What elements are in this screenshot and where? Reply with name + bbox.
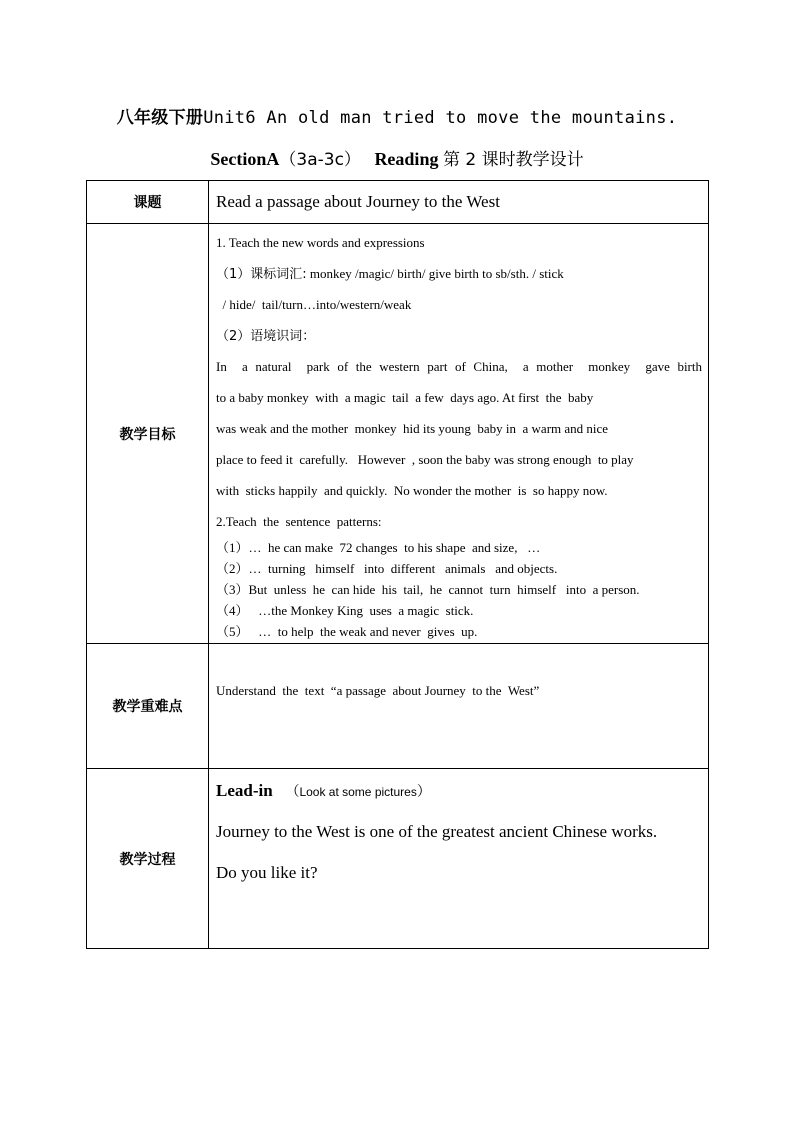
pattern-item-2: （2）… turning himself into different animals and objects. (216, 561, 558, 576)
objectives-label: 教学目标 (87, 224, 209, 644)
topic-label: 课题 (87, 181, 209, 224)
lesson-plan-table (86, 180, 709, 949)
patterns-heading: 2.Teach the sentence patterns: (216, 514, 382, 529)
context-heading (216, 320, 702, 351)
difficulty-label: 教学重难点 (87, 644, 209, 769)
vocab-line-2: / hide/ tail/turn…into/western/weak (216, 297, 412, 312)
context-paragraph-line-3: was weak and the mother monkey hid its young baby in a warm and nice (216, 421, 609, 436)
context-paragraph-line-2: to a baby monkey with a magic tail a few days ago. At first the baby (216, 390, 594, 405)
topic-row (87, 181, 709, 224)
process-cell (209, 769, 709, 949)
topic-text: Read a passage about Journey to the West (216, 192, 500, 211)
context-prefix: （2）语境识词： (216, 329, 316, 344)
lead-in-note-open: （ (285, 784, 300, 800)
lead-in-note: Look at some pictures (299, 785, 417, 799)
document-subtitle (0, 147, 794, 172)
topic-cell (209, 181, 709, 224)
document-title (0, 106, 794, 130)
pattern-item-4: （4） …the Monkey King uses a magic stick. (216, 603, 474, 618)
subtitle-reading: Reading (374, 149, 439, 169)
vocab-line-1 (216, 258, 702, 289)
context-paragraph-line-4: place to feed it carefully. However , soon the baby was strong enough to play (216, 452, 634, 467)
objectives-cell (209, 224, 709, 644)
difficulty-cell (209, 644, 709, 769)
difficulty-row (87, 644, 709, 769)
process-line-3: Do you like it? (216, 863, 318, 882)
title-grade: 八年级下册 (116, 108, 204, 128)
subtitle-range: （3a-3c） (279, 150, 361, 170)
process-line-2: Journey to the West is one of the greatest ancient Chinese works. (216, 822, 658, 841)
vocab-words-1: monkey /magic/ birth/ give birth to sb/sth. / stick (306, 266, 564, 281)
subtitle-section: SectionA (210, 149, 280, 169)
pattern-item-3: （3）But unless he can hide his tail, he cannot turn himself into a person. (216, 582, 640, 597)
title-unit: Unit6 An old man tried to move the mountains. (203, 108, 678, 128)
pattern-item-5: （5） … to help the weak and never gives up. (216, 624, 478, 639)
context-paragraph-line-5: with sticks happily and quickly. No wonder the mother is so happy now. (216, 483, 608, 498)
objectives-row (87, 224, 709, 644)
process-row (87, 769, 709, 949)
vocab-prefix: （1）课标词汇: (216, 267, 307, 282)
difficulty-text: Understand the text “a passage about Journey to the West” (216, 683, 540, 698)
context-paragraph-line-1: In a natural park of the western part of China, a mother monkey gave birth (216, 359, 702, 374)
process-label: 教学过程 (87, 769, 209, 949)
lead-in-note-close: ） (416, 784, 431, 800)
lead-in-line (216, 778, 702, 804)
objective-words-heading: 1. Teach the new words and expressions (216, 235, 425, 250)
subtitle-lesson: 第 2 课时教学设计 (442, 150, 584, 170)
lead-in-title: Lead-in (216, 781, 273, 800)
pattern-item-1: （1）… he can make 72 changes to his shape and size, … (216, 540, 541, 555)
